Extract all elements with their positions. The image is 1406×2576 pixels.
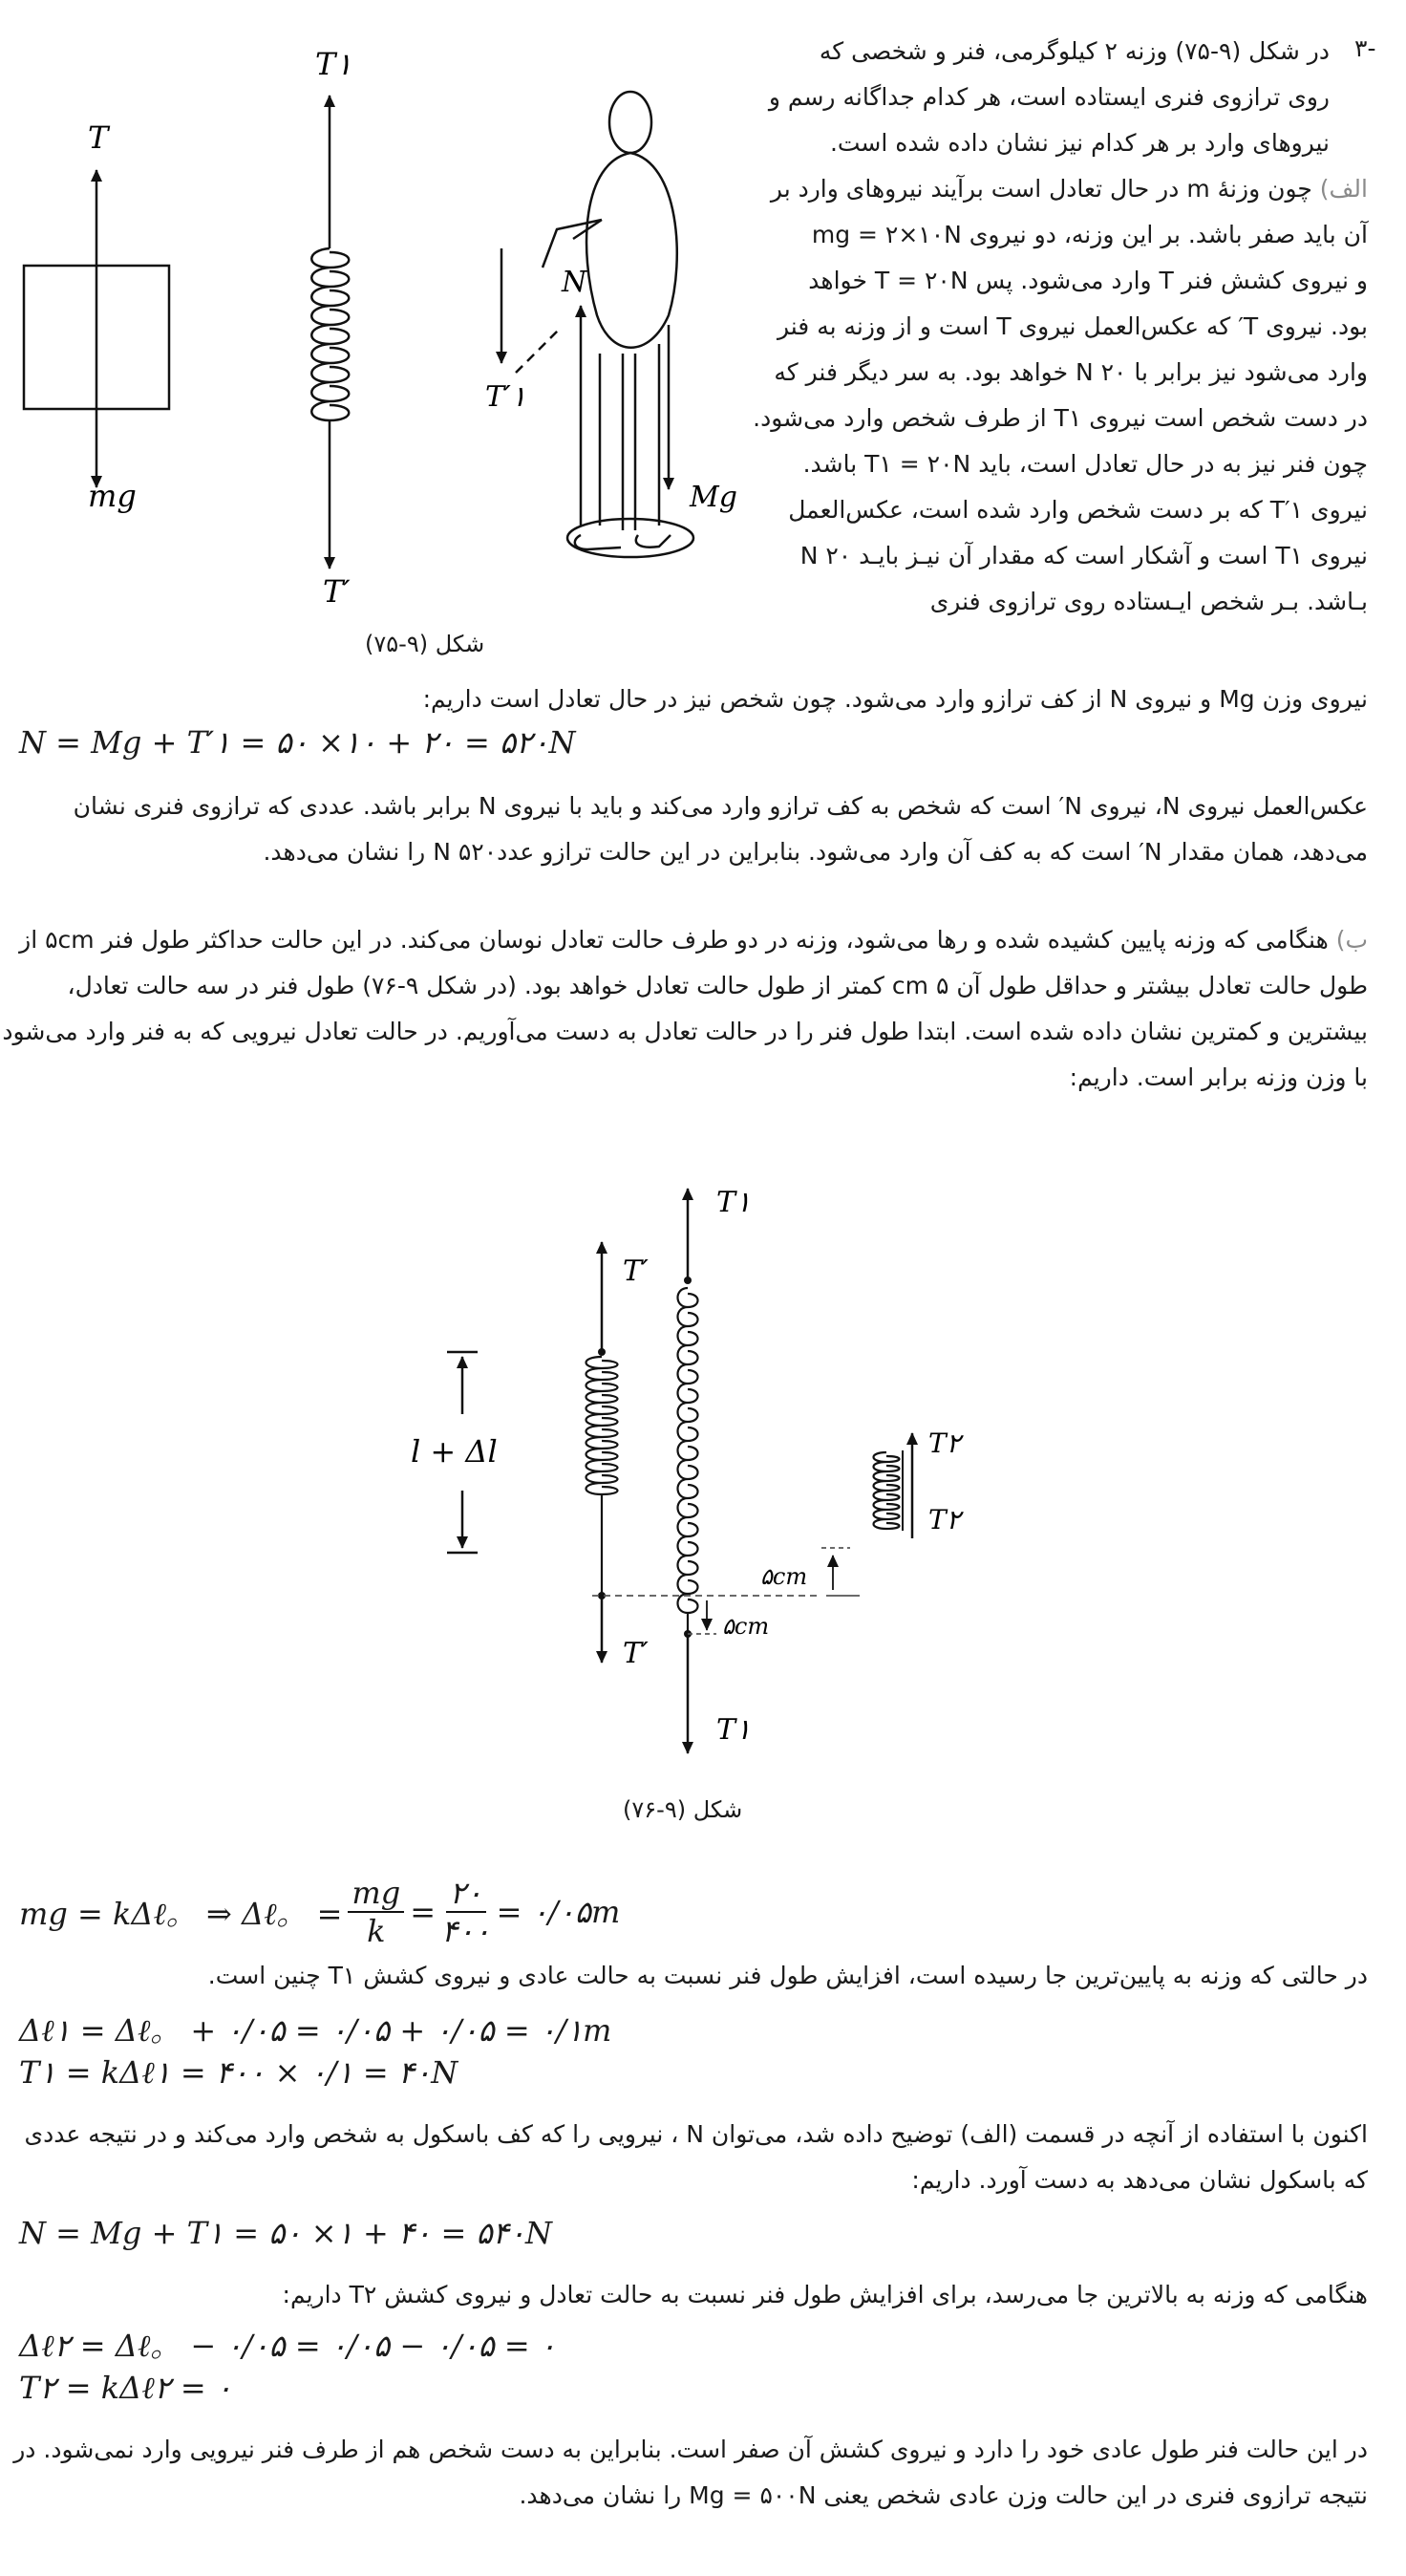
part-a-line: بود. نیروی T′ که عکس‌العمل نیروی T است و از وزنه به فنر: [777, 312, 1368, 340]
fraction-denominator: ۴۰۰: [441, 1913, 491, 1949]
part-a-paragraph: [718, 166, 1368, 625]
intro-paragraph: [718, 29, 1330, 166]
intro-line: نیروهای وارد بر هر کدام نیز نشان داده شده است.: [829, 129, 1330, 157]
person-figure: [543, 92, 693, 557]
figure-9-76-caption: شکل (۹-۷۶): [623, 1796, 743, 1823]
middle-spring-coil: [678, 1288, 698, 1634]
equation-1: N = Mg + T′۱ = ۵۰ ×۱۰ + ۲۰ = ۵۲۰N: [19, 724, 576, 761]
label-N: N: [562, 266, 587, 299]
label-T1: T۱: [315, 46, 352, 82]
label-Tprime-bottom: T′: [623, 1637, 649, 1670]
spring-coil: [311, 248, 349, 430]
equation-2-rhs: = ۰/۰۵m: [496, 1894, 621, 1930]
label-mg: mg: [88, 478, 137, 514]
paragraph-final: [11, 2427, 1368, 2519]
paragraph-line: هنگامی که وزنه به بالاترین جا می‌رسد، برای افزایش طول فنر نسبت به حالت تعادل و نیروی کشش T۲ داریم:: [282, 2281, 1368, 2308]
label-T2-top: T۲: [928, 1428, 961, 1459]
paragraph-line: می‌دهد، همان مقدار N′ است که به کف آن وارد می‌شود. بنابراین در این حالت ترازو عدد۵۲۰ N را نشان می‌دهد.: [263, 838, 1368, 866]
paragraph-line: که باسکول نشان می‌دهد به دست آورد. داریم:: [911, 2166, 1368, 2194]
label-T1prime: T′۱: [485, 380, 526, 414]
part-b-paragraph: [2, 917, 1368, 1101]
part-a-line: نیروی T′۱ که بر دست شخص وارد شده است، عکس‌العمل: [788, 496, 1368, 524]
paragraph-line: اکنون با استفاده از آنچه در قسمت (الف) توضیح داده شد، می‌توان N ، نیرویی را که کف باسکول به شخص وارد می‌کند و در نتیجه عددی: [24, 2120, 1368, 2148]
left-spring-coil: [586, 1357, 618, 1596]
part-b-label: ب): [1335, 926, 1368, 954]
label-length: l + Δl: [411, 1433, 498, 1470]
label-5cm-lower: ۵cm: [722, 1613, 770, 1640]
equation-4: T۱ = kΔℓ۱ = ۴۰۰ × ۰/۱ = ۴۰N: [19, 2054, 458, 2091]
paragraph-highest-position: [11, 2272, 1368, 2318]
part-b-line: طول حالت تعادل بیشتر و حداقل طول آن ۵ cm کمتر از طول حالت تعادل خواهد بود. (در شکل ۹-۷۶) طول فنر در سه حالت تعادل،: [67, 972, 1368, 999]
intro-line: روی ترازوی فنری ایستاده است، هر کدام جداگانه رسم و: [768, 83, 1330, 111]
part-a-line: وارد می‌شود نیز برابر با ۲۰ N خواهد بود. به سر دیگر فنر که: [774, 358, 1368, 386]
part-a-label: الف): [1319, 175, 1368, 203]
problem-number: -۳: [1354, 34, 1376, 62]
part-a-line: بـاشد. بـر شخص ایـستاده روی ترازوی فنری: [929, 588, 1368, 615]
intro-line: در شکل (۹-۷۵) وزنه ۲ کیلوگرمی، فنر و شخصی که: [819, 37, 1330, 65]
paragraph-weight-and-normal: [31, 676, 1368, 722]
paragraph-line: در حالتی که وزنه به پایین‌ترین جا رسیده است، افزایش طول فنر نسبت به حالت عادی و نیروی کشش T۱ چنین است.: [207, 1962, 1368, 1989]
fraction-denominator: k: [367, 1913, 386, 1949]
paragraph-reaction: [11, 784, 1368, 875]
right-spring-coil: [874, 1452, 900, 1529]
equation-7: T۲ = kΔℓ۲ = ۰: [19, 2370, 233, 2406]
paragraph-line: نیروی وزن Mg و نیروی N از کف ترازو وارد می‌شود. چون شخص نیز در حال تعادل است داریم:: [422, 685, 1368, 713]
label-T: T: [88, 119, 109, 156]
equation-3: Δℓ۱ = Δℓ。 + ۰/۰۵ = ۰/۰۵ + ۰/۰۵ = ۰/۱m: [19, 2012, 612, 2049]
fraction-numerator: ۲۰: [446, 1875, 486, 1913]
label-T1-top: T۱: [716, 1186, 752, 1219]
equation-6: Δℓ۲ = Δℓ。 − ۰/۰۵ = ۰/۰۵ − ۰/۰۵ = ۰: [19, 2328, 557, 2364]
part-b-line: با وزن وزنه برابر است. داریم:: [1069, 1063, 1368, 1091]
equation-5: N = Mg + T۱ = ۵۰ ×۱ + ۴۰ = ۵۴۰N: [19, 2215, 553, 2251]
equation-2: mg = kΔℓ。 ⇒ Δℓ。 = $\frac{mg}{k}$ = ۲۰ ۴۰۰ = ۰/۰۵m: [19, 1875, 621, 1949]
label-T1-bottom: T۱: [716, 1713, 752, 1747]
label-Mg: Mg: [690, 481, 737, 514]
part-a-line: در دست شخص است نیروی T۱ از طرف شخص وارد می‌شود.: [753, 404, 1368, 432]
part-b-line: بیشترین و کمترین نشان داده شده است. ابتدا طول فنر را در حالت تعادل به دست می‌آوریم. در حالت تعادل نیرویی که به فنر وارد می‌شود: [2, 1018, 1368, 1045]
label-Tprime-top: T′: [623, 1255, 649, 1288]
paragraph-line: در این حالت فنر طول عادی خود را دارد و نیروی کشش آن صفر است. بنابراین به دست شخص هم از طرف فنر نیرویی وارد نمی‌شود. در: [13, 2436, 1368, 2463]
equation-2-lhs: mg = kΔℓ。 ⇒ Δℓ。 =: [19, 1896, 343, 1932]
force-arrow-T1prime-dashed: [516, 330, 559, 373]
figure-9-75-caption: شکل (۹-۷۵): [365, 631, 485, 657]
label-Tprime: T′: [323, 573, 351, 610]
paragraph-lowest-position: [11, 1953, 1368, 1999]
paragraph-line: عکس‌العمل نیروی N، نیروی N′ است که شخص به کف ترازو وارد می‌کند و باید با نیروی N برابر باشد. عددی که ترازوی فنری نشان: [73, 792, 1368, 820]
figure-9-75: [0, 38, 755, 631]
paragraph-scale-reading: [11, 2112, 1368, 2203]
part-b-line: هنگامی که وزنه پایین کشیده شده و رها می‌شود، وزنه در دو طرف حالت تعادل نوسان می‌کند. در این حالت حداکثر طول فنر ۵cm از: [19, 926, 1329, 954]
label-5cm-upper: ۵cm: [760, 1563, 808, 1590]
part-a-line: چون وزنهٔ m در حال تعادل است برآیند نیروهای وارد بر: [770, 175, 1312, 203]
part-a-line: آن باید صفر باشد. بر این وزنه، دو نیروی mg = ۲×۱۰N: [811, 221, 1368, 248]
part-a-line: و نیروی کشش فنر T وارد می‌شود. پس T = ۲۰N خواهد: [808, 267, 1368, 294]
part-a-line: چون فنر نیز به در حال تعادل است، باید T۱ = ۲۰N باشد.: [802, 450, 1368, 478]
paragraph-line: نتیجه ترازوی فنری در این حالت وزن عادی شخص یعنی Mg = ۵۰۰N را نشان می‌دهد.: [519, 2481, 1368, 2509]
part-a-line: نیروی T۱ است و آشکار است که مقدار آن نیـز بایـد ۲۰ N: [799, 542, 1368, 569]
fraction-numerator: mg: [348, 1875, 404, 1913]
label-T2-side: T۲: [928, 1504, 961, 1535]
figure-9-76: [401, 1175, 993, 1768]
